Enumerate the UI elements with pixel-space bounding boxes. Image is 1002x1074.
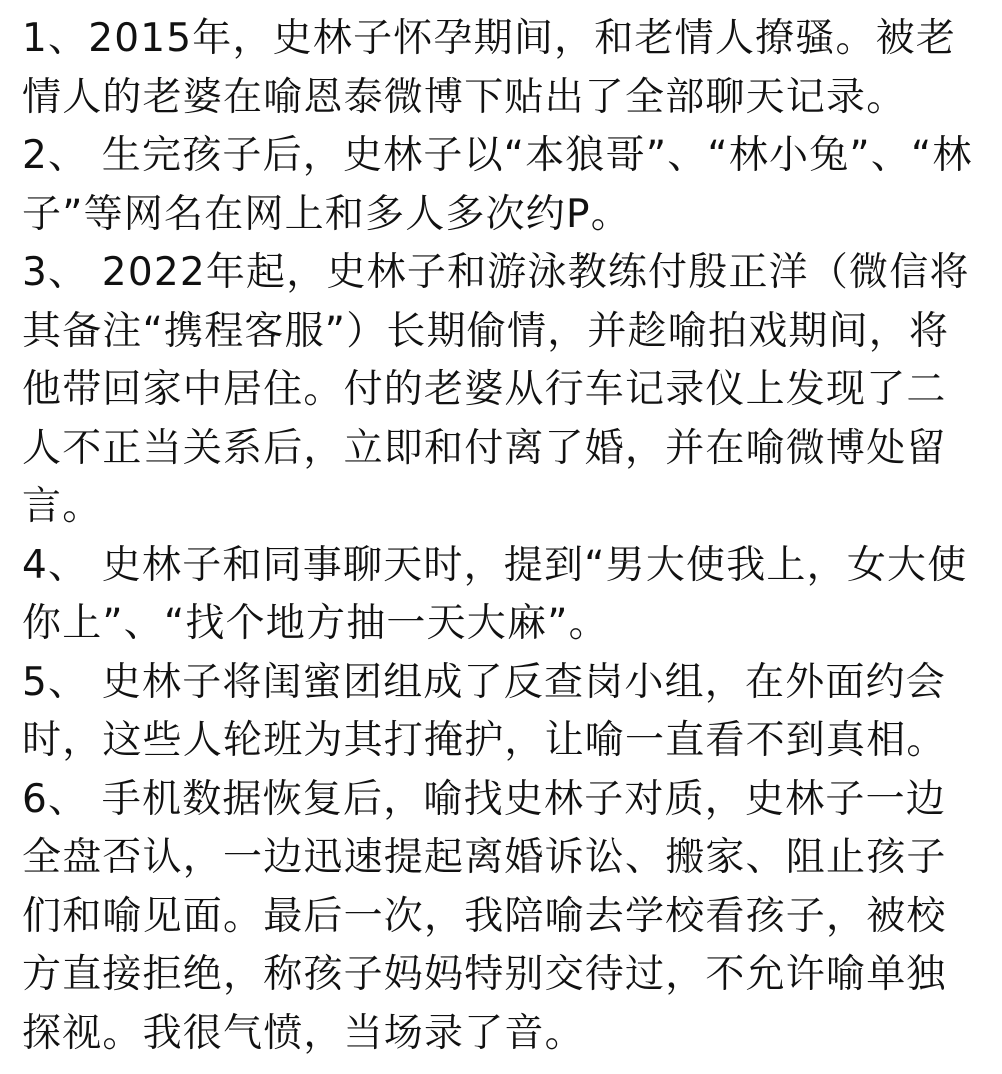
paragraph-6: 6、 手机数据恢复后，喻找史林子对质，史林子一边全盘否认，一边迅速提起离婚诉讼、搬家、阻止孩子们和喻见面。最后一次，我陪喻去学校看孩子，被校方直接拒绝，称孩子妈妈特别交待过，不允许喻单独探视。我很气愤，当场录了音。 — [22, 776, 947, 1056]
paragraph-1: 1、2015年，史林子怀孕期间，和老情人撩骚。被老情人的老婆在喻恩泰微博下贴出了全部聊天记录。 — [22, 16, 957, 120]
paragraph-3: 3、 2022年起，史林子和游泳教练付殷正洋（微信将其备注“携程客服”）长期偷情，并趁喻拍戏期间，将他带回家中居住。付的老婆从行车记录仪上发现了二人不正当关系后，立即和付离了婚，并在喻微博处留言。 — [22, 250, 970, 529]
paragraph-5: 5、 史林子将闺蜜团组成了反查岗小组，在外面约会时，这些人轮班为其打掩护，让喻一直看不到真相。 — [22, 659, 947, 763]
paragraph-4: 4、 史林子和同事聊天时，提到“男大使我上，女大使你上”、“找个地方抽一天大麻”。 — [22, 542, 968, 646]
paragraph-2: 2、 生完孩子后，史林子以“本狼哥”、“林小兔”、“林子”等网名在网上和多人多次约P。 — [22, 133, 973, 237]
